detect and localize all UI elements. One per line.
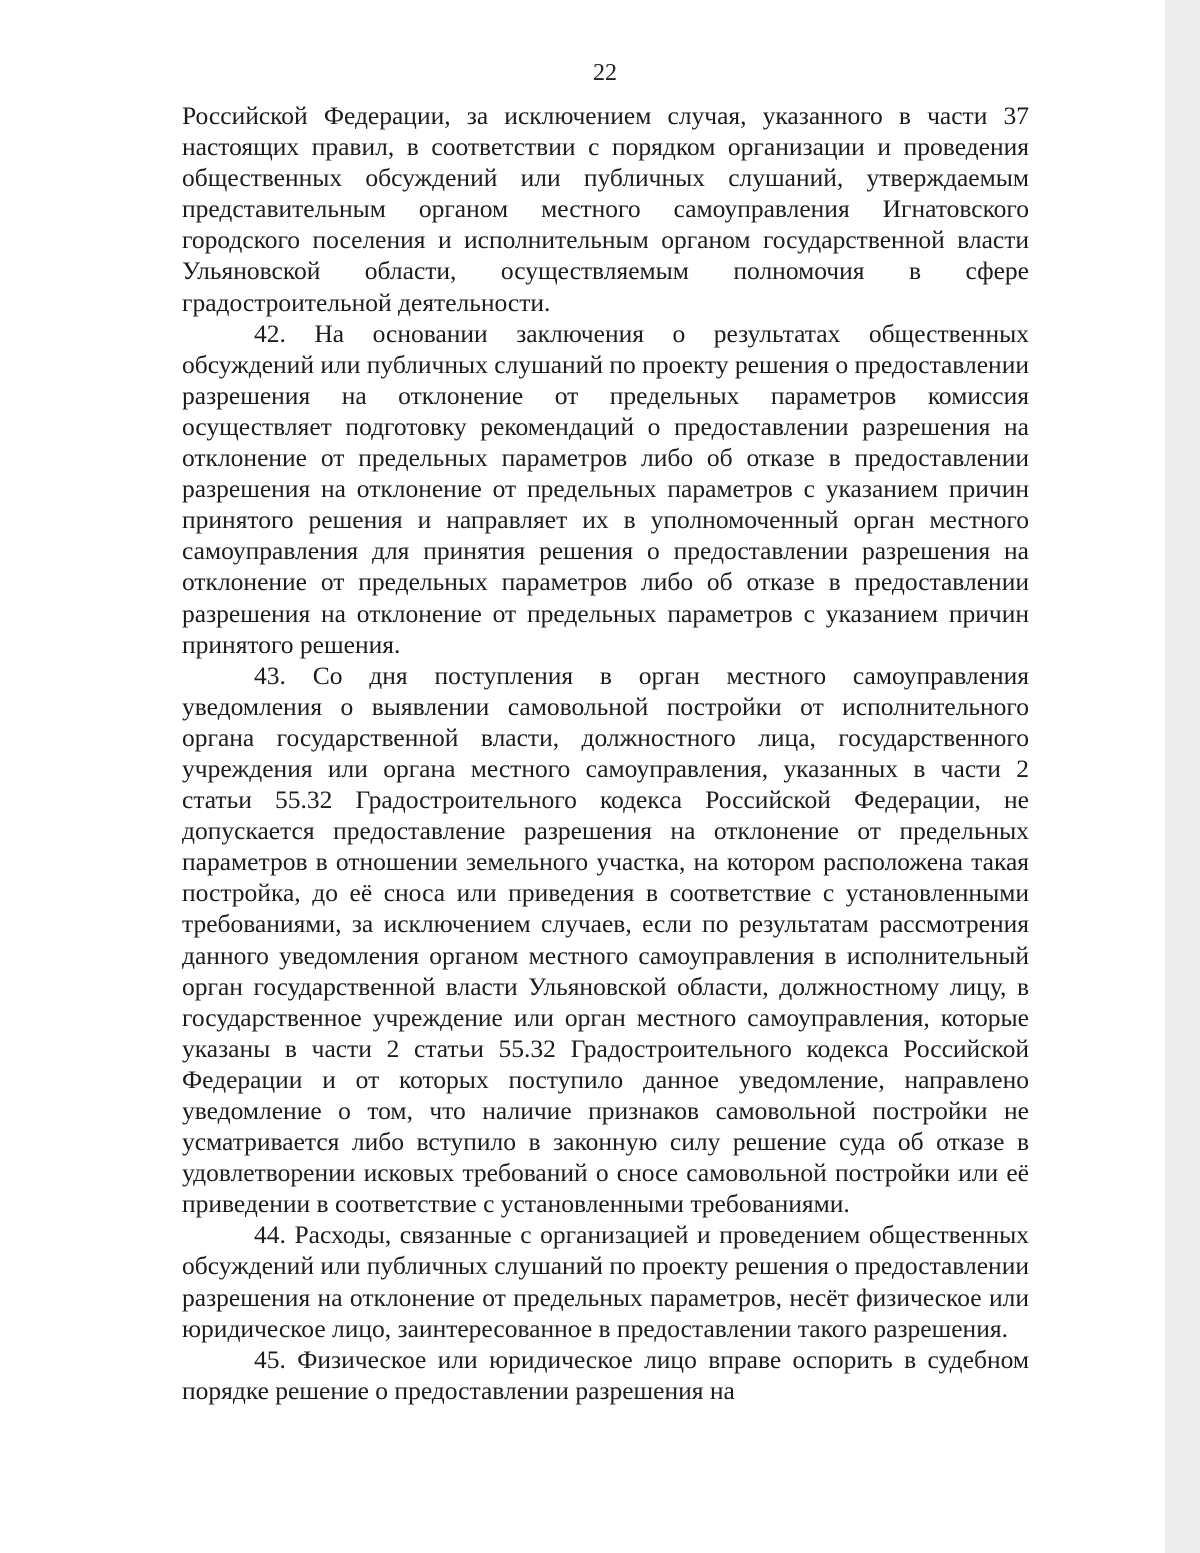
paragraph-item-43: 43. Со дня поступления в орган местного самоуправления уведомления о выявлении самовольной постройки от исполнительного органа государственной власти, должностного лица, государственного учреждения или органа местного самоуправления, указанных в части 2 статьи 55.32 Градостроительного кодекса Российской Федерации, не допускается предоставление разрешения на отклонение от предельных параметров в отношении земельного участка, на котором расположена такая постройка, до её сноса или приведения в соответствие с установленными требованиями, за исключением случаев, если по результатам рассмотрения данного уведомления органом местного самоуправления в исполнительный орган государственной власти Ульяновской области, должностному лицу, в государственное учреждение или орган местного самоуправления, которые указаны в части 2 статьи 55.32 Градостроительного кодекса Российской Федерации и от которых поступило данное уведомление, направлено уведомление о том, что наличие признаков самовольной постройки не усматривается либо вступило в законную силу решение суда об отказе в удовлетворении исковых требований о сносе самовольной постройки или её приведении в соответствие с установленными требованиями. bbox=[182, 660, 1029, 1219]
page-number: 22 bbox=[593, 60, 617, 86]
paragraph-item-42: 42. На основании заключения о результатах общественных обсуждений или публичных слушаний по проекту решения о предоставлении разрешения на отклонение от предельных параметров комиссия осуществляет подготовку рекомендаций о предоставлении разрешения на отклонение от предельных параметров либо об отказе в предоставлении разрешения на отклонение от предельных параметров с указанием причин принятого решения и направляет их в уполномоченный орган местного самоуправления для принятия решения о предоставлении разрешения на отклонение от предельных параметров либо об отказе в предоставлении разрешения на отклонение от предельных параметров с указанием причин принятого решения. bbox=[182, 318, 1029, 659]
page-edge-shadow bbox=[1165, 0, 1200, 1553]
paragraph-item-44: 44. Расходы, связанные с организацией и проведением общественных обсуждений или публичных слушаний по проекту решения о предоставлении разрешения на отклонение от предельных параметров, несёт физическое или юридическое лицо, заинтересованное в предоставлении такого разрешения. bbox=[182, 1220, 1029, 1343]
paragraph-item-45: 45. Физическое или юридическое лицо вправе оспорить в судебном порядке решение о предоставлении разрешения на bbox=[182, 1344, 1029, 1405]
document-body bbox=[182, 100, 1029, 1406]
paragraph-continuation: Российской Федерации, за исключением случая, указанного в части 37 настоящих правил, в соответствии с порядком организации и проведения общественных обсуждений или публичных слушаний, утверждаемым представительным органом местного самоуправления Игнатовского городского поселения и исполнительным органом государственной власти Ульяновской области, осуществляемым полномочия в сфере градостроительной деятельности. bbox=[182, 101, 1029, 317]
